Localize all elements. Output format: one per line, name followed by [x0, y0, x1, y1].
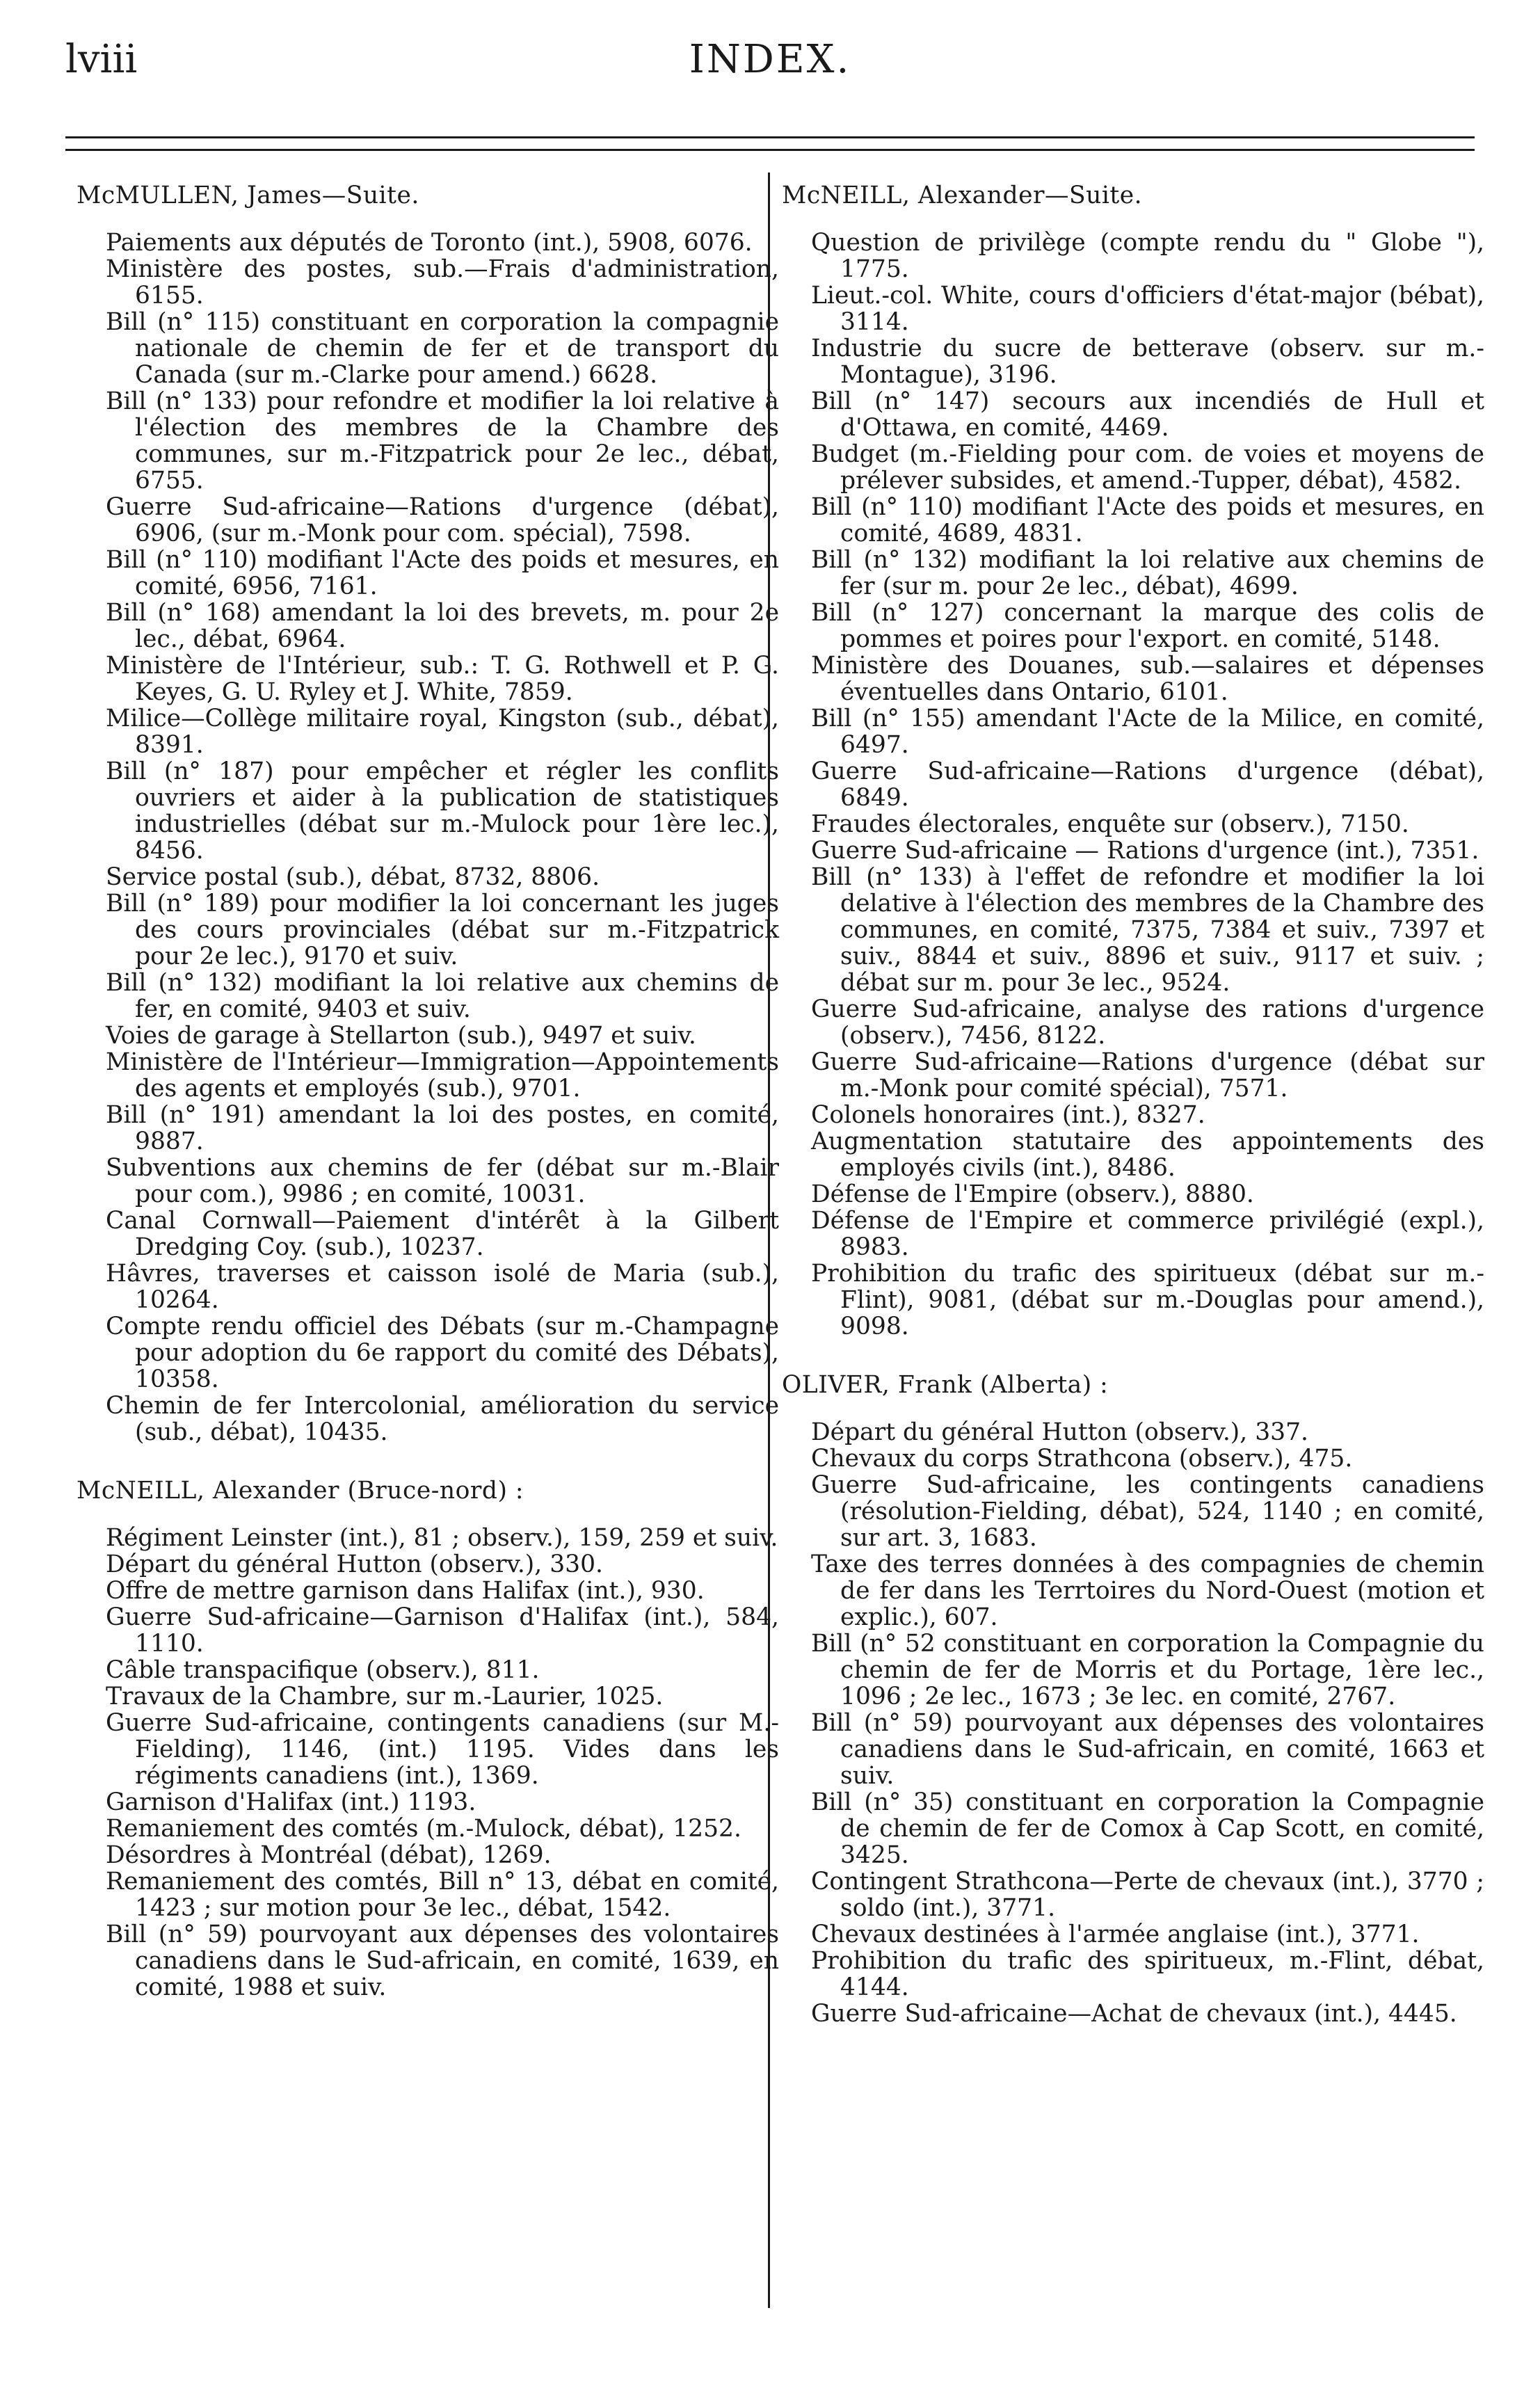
index-entry: Départ du général Hutton (observ.), 337.: [811, 1418, 1309, 1446]
left-column: [77, 182, 779, 2001]
index-entry: Bill (n° 110) modifiant l'Acte des poids et mesures, en comité, 6956, 7161.: [106, 546, 779, 600]
index-entry: Guerre Sud-africaine — Rations d'urgence (int.), 7351.: [811, 837, 1479, 865]
index-entry: Service postal (sub.), débat, 8732, 8806.: [106, 863, 600, 891]
index-entry: Contingent Strathcona—Perte de chevaux (int.), 3770 ; soldo (int.), 3771.: [811, 1868, 1484, 1922]
index-entry: Paiements aux députés de Toronto (int.), 5908, 6076.: [106, 229, 753, 257]
index-entry: Canal Cornwall—Paiement d'intérêt à la Gilbert Dredging Coy. (sub.), 10237.: [106, 1207, 779, 1261]
index-entry: Guerre Sud-africaine, les contingents canadiens (résolution-Fielding, débat), 524, 1140 ; en comité, sur art. 3, 1683.: [811, 1471, 1484, 1552]
index-entry: Travaux de la Chambre, sur m.-Laurier, 1025.: [106, 1683, 664, 1710]
index-entry: Ministère de l'Intérieur, sub.: T. G. Rothwell et P. G. Keyes, G. U. Ryley et J. White, 7859.: [106, 652, 779, 706]
index-entry: Désordres à Montréal (débat), 1269.: [106, 1841, 552, 1869]
index-entry: Lieut.-col. White, cours d'officiers d'état-major (bébat), 3114.: [811, 282, 1484, 336]
index-entry: Défense de l'Empire (observ.), 8880.: [811, 1180, 1254, 1208]
index-entry: Chevaux du corps Strathcona (observ.), 475.: [811, 1445, 1353, 1473]
index-entry: Milice—Collège militaire royal, Kingston (sub., débat), 8391.: [106, 705, 779, 759]
index-entry: Ministère des Douanes, sub.—salaires et dépenses éventuelles dans Ontario, 6101.: [811, 652, 1484, 706]
index-heading: OLIVER, Frank (Alberta) :: [782, 1371, 1109, 1399]
index-entry: Guerre Sud-africaine, contingents canadiens (sur M.-Fielding), 1146, (int.) 1195. Vides dans les régiments canadiens (int.), 1369.: [106, 1709, 779, 1790]
right-column: [782, 182, 1484, 2027]
index-entry: Bill (n° 189) pour modifier la loi concernant les juges des cours provinciales (débat sur m.-Fitzpatrick pour 2e lec.), 9170 et suiv.: [106, 890, 779, 970]
header-rule-bottom: [65, 149, 1475, 151]
index-entry: Guerre Sud-africaine—Rations d'urgence (débat sur m.-Monk pour comité spécial), 7571.: [811, 1048, 1484, 1103]
index-entry: Bill (n° 147) secours aux incendiés de Hull et d'Ottawa, en comité, 4469.: [811, 387, 1484, 442]
index-entry: Bill (n° 132) modifiant la loi relative aux chemins de fer, en comité, 9403 et suiv.: [106, 969, 779, 1023]
index-entry: Hâvres, traverses et caisson isolé de Maria (sub.), 10264.: [106, 1260, 779, 1314]
index-entry: Augmentation statutaire des appointements des employés civils (int.), 8486.: [811, 1128, 1484, 1182]
index-entry: Départ du général Hutton (observ.), 330.: [106, 1550, 604, 1578]
index-entry: Colonels honoraires (int.), 8327.: [811, 1101, 1205, 1129]
index-entry: Subventions aux chemins de fer (débat sur m.-Blair pour com.), 9986 ; en comité, 10031.: [106, 1154, 779, 1208]
index-entry: Guerre Sud-africaine—Rations d'urgence (débat), 6906, (sur m.-Monk pour com. spécial), 7598.: [106, 493, 779, 547]
index-entry: Question de privilège (compte rendu du " Globe "), 1775.: [811, 229, 1484, 283]
index-entry: Bill (n° 115) constituant en corporation la compagnie nationale de chemin de fer et de transport du Canada (sur m.-Clarke pour amend.) 6628.: [106, 308, 779, 389]
index-entry: Chemin de fer Intercolonial, amélioration du service (sub., débat), 10435.: [106, 1392, 779, 1446]
index-entry: Guerre Sud-africaine—Garnison d'Halifax (int.), 584, 1110.: [106, 1603, 779, 1658]
index-entry: Budget (m.-Fielding pour com. de voies et moyens de prélever subsides, et amend.-Tupper, débat), 4582.: [811, 440, 1484, 495]
index-entry: Bill (n° 187) pour empêcher et régler les conflits ouvriers et aider à la publication de statistiques industrielles (débat sur m.-Mulock pour 1ère lec.), 8456.: [106, 758, 779, 865]
index-entry: Bill (n° 35) constituant en corporation la Compagnie de chemin de fer de Comox à Cap Scott, en comité, 3425.: [811, 1788, 1484, 1869]
page-title: INDEX.: [689, 37, 851, 82]
index-entry: Remaniement des comtés, Bill n° 13, débat en comité, 1423 ; sur motion pour 3e lec., débat, 1542.: [106, 1868, 779, 1922]
index-entry: Remaniement des comtés (m.-Mulock, débat), 1252.: [106, 1815, 741, 1843]
index-entry: Bill (n° 59) pourvoyant aux dépenses des volontaires canadiens dans le Sud-africain, en comité, 1663 et suiv.: [811, 1709, 1484, 1790]
index-heading: McNEILL, Alexander—Suite.: [782, 182, 1143, 209]
index-entry: Fraudes électorales, enquête sur (observ.), 7150.: [811, 810, 1409, 838]
index-entry: Garnison d'Halifax (int.) 1193.: [106, 1788, 476, 1816]
index-entry: Guerre Sud-africaine—Rations d'urgence (débat), 6849.: [811, 758, 1484, 812]
index-entry: Bill (n° 132) modifiant la loi relative aux chemins de fer (sur m. pour 2e lec., débat), 4699.: [811, 546, 1484, 600]
index-entry: Bill (n° 133) pour refondre et modifier la loi relative à l'élection des membres de la Chambre des communes, sur m.-Fitzpatrick pour 2e lec., débat, 6755.: [106, 387, 779, 495]
index-entry: Câble transpacifique (observ.), 811.: [106, 1656, 540, 1684]
index-entry: Offre de mettre garnison dans Halifax (int.), 930.: [106, 1577, 705, 1605]
index-heading: McMULLEN, James—Suite.: [77, 182, 419, 209]
index-entry: Régiment Leinster (int.), 81 ; observ.), 159, 259 et suiv.: [106, 1524, 778, 1552]
index-heading: McNEILL, Alexander (Bruce-nord) :: [77, 1477, 524, 1505]
index-entry: Bill (n° 127) concernant la marque des colis de pommes et poires pour l'export. en comité, 5148.: [811, 599, 1484, 653]
index-entry: Compte rendu officiel des Débats (sur m.-Champagne pour adoption du 6e rapport du comité des Débats), 10358.: [106, 1313, 779, 1393]
index-entry: Prohibition du trafic des spiritueux (débat sur m.-Flint), 9081, (débat sur m.-Douglas pour amend.), 9098.: [811, 1260, 1484, 1340]
index-entry: Bill (n° 52 constituant en corporation la Compagnie du chemin de fer de Morris et du Portage, 1ère lec., 1096 ; 2e lec., 1673 ; 3e lec. en comité, 2767.: [811, 1630, 1484, 1710]
index-entry: Industrie du sucre de betterave (observ. sur m.-Montague), 3196.: [811, 335, 1484, 389]
index-entry: Ministère de l'Intérieur—Immigration—Appointements des agents et employés (sub.), 9701.: [106, 1048, 779, 1103]
index-entry: Bill (n° 191) amendant la loi des postes, en comité, 9887.: [106, 1101, 779, 1155]
page-number: lviii: [65, 37, 138, 82]
index-entry: Taxe des terres données à des compagnies de chemin de fer dans les Terrtoires du Nord-Ouest (motion et explic.), 607.: [811, 1550, 1484, 1631]
index-entry: Bill (n° 59) pourvoyant aux dépenses des volontaires canadiens dans le Sud-africain, en comité, 1639, en comité, 1988 et suiv.: [106, 1921, 779, 2001]
index-entry: Chevaux destinées à l'armée anglaise (int.), 3771.: [811, 1921, 1420, 1948]
header-rule-top: [65, 136, 1475, 138]
index-entry: Bill (n° 133) à l'effet de refondre et modifier la loi delative à l'élection des membres de la Chambre des communes, en comité, 7375, 7384 et suiv., 7397 et suiv., 8844 et suiv., 8896 et suiv., 9117 et suiv. ; débat sur m. pour 3e lec., 9524.: [811, 863, 1484, 997]
index-entry: Guerre Sud-africaine, analyse des rations d'urgence (observ.), 7456, 8122.: [811, 995, 1484, 1050]
index-entry: Bill (n° 110) modifiant l'Acte des poids et mesures, en comité, 4689, 4831.: [811, 493, 1484, 547]
index-entry: Défense de l'Empire et commerce privilégié (expl.), 8983.: [811, 1207, 1484, 1261]
index-entry: Prohibition du trafic des spiritueux, m.-Flint, débat, 4144.: [811, 1947, 1484, 2001]
index-entry: Guerre Sud-africaine—Achat de chevaux (int.), 4445.: [811, 2000, 1457, 2028]
index-entry: Bill (n° 155) amendant l'Acte de la Milice, en comité, 6497.: [811, 705, 1484, 759]
index-entry: Ministère des postes, sub.—Frais d'administration, 6155.: [106, 255, 779, 310]
index-entry: Voies de garage à Stellarton (sub.), 9497 et suiv.: [106, 1022, 696, 1050]
index-entry: Bill (n° 168) amendant la loi des brevets, m. pour 2e lec., débat, 6964.: [106, 599, 779, 653]
